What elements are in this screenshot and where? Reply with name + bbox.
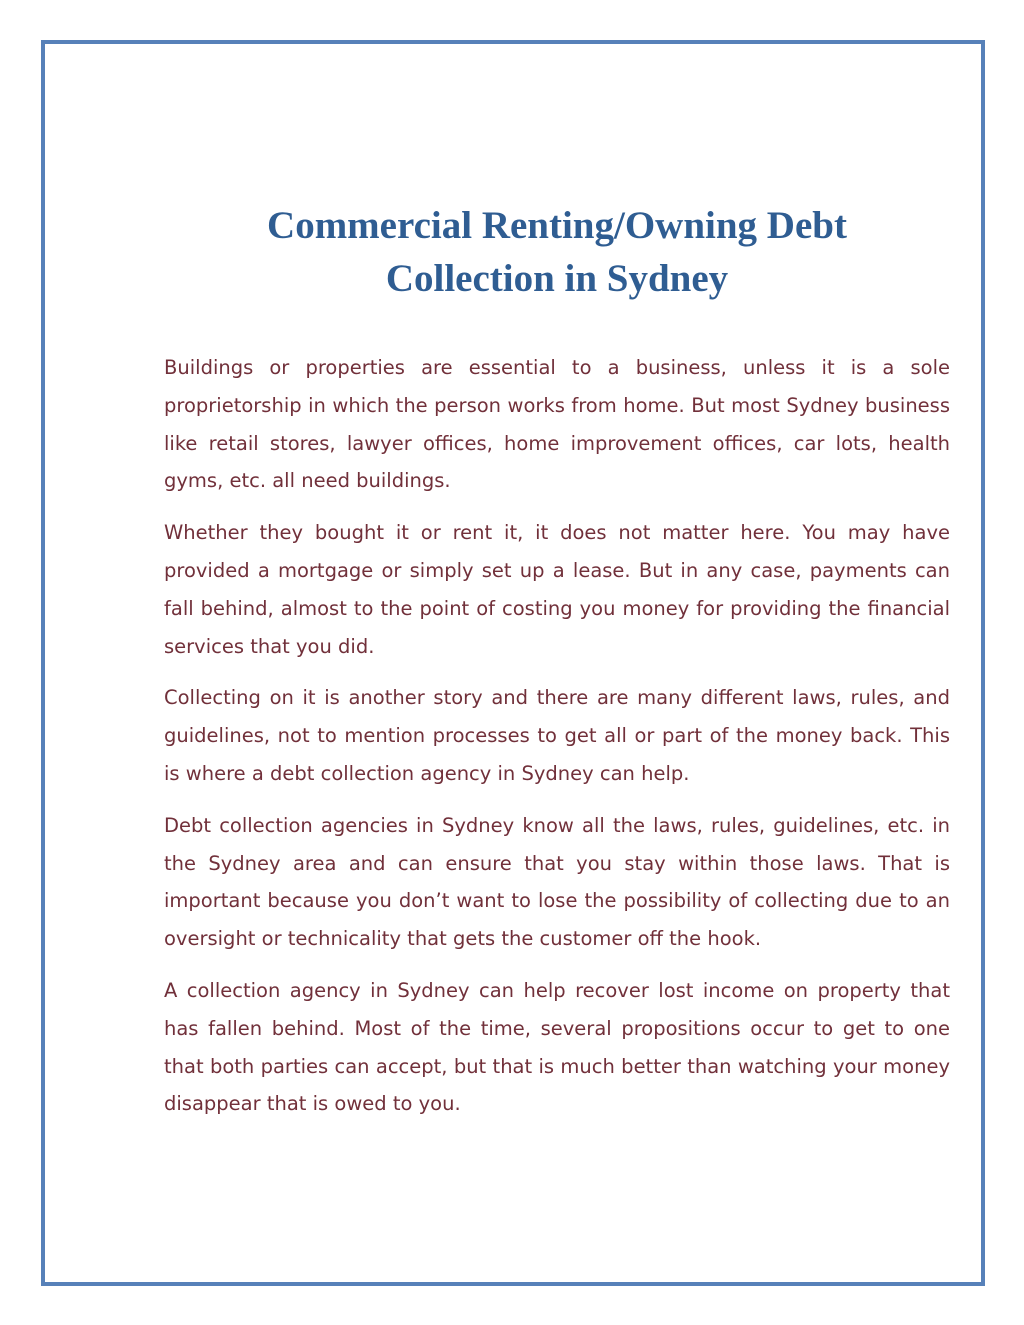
page-border-frame	[41, 40, 985, 1286]
page-title-line-1: Commercial Renting/Owning Debt	[267, 204, 847, 247]
page-title-line-2: Collection in Sydney	[385, 257, 729, 300]
paragraph-5: A collection agency in Sydney can help recover lost income on property that has fallen behind. Most of the time, several propositions occur to get to one that both parties can accept, but that is much better than watching your money disappear that is owed to you.	[164, 978, 950, 1116]
document-content	[164, 199, 950, 1123]
body-text-block	[164, 349, 950, 1123]
page-title	[164, 199, 950, 305]
paragraph-3: Collecting on it is another story and there are many different laws, rules, and guidelines, not to mention processes to get all or part of the money back. This is where a debt collection agency in Sydney can help.	[164, 686, 950, 785]
paragraph-2: Whether they bought it or rent it, it does not matter here. You may have provided a mortgage or simply set up a lease. But in any case, payments can fall behind, almost to the point of costing you money for providing the financial services that you did.	[164, 521, 950, 658]
paragraph-4: Debt collection agencies in Sydney know all the laws, rules, guidelines, etc. in the Sydney area and can ensure that you stay within those laws. That is important because you don’t want to lose the possibility of collecting due to an oversight or technicality that gets the customer off the hook.	[164, 813, 950, 951]
paragraph-1: Buildings or properties are essential to a business, unless it is a sole proprietorship in which the person works from home. But most Sydney business like retail stores, lawyer offices, home improvement offices, car lots, health gyms, etc. all need buildings.	[164, 356, 950, 493]
